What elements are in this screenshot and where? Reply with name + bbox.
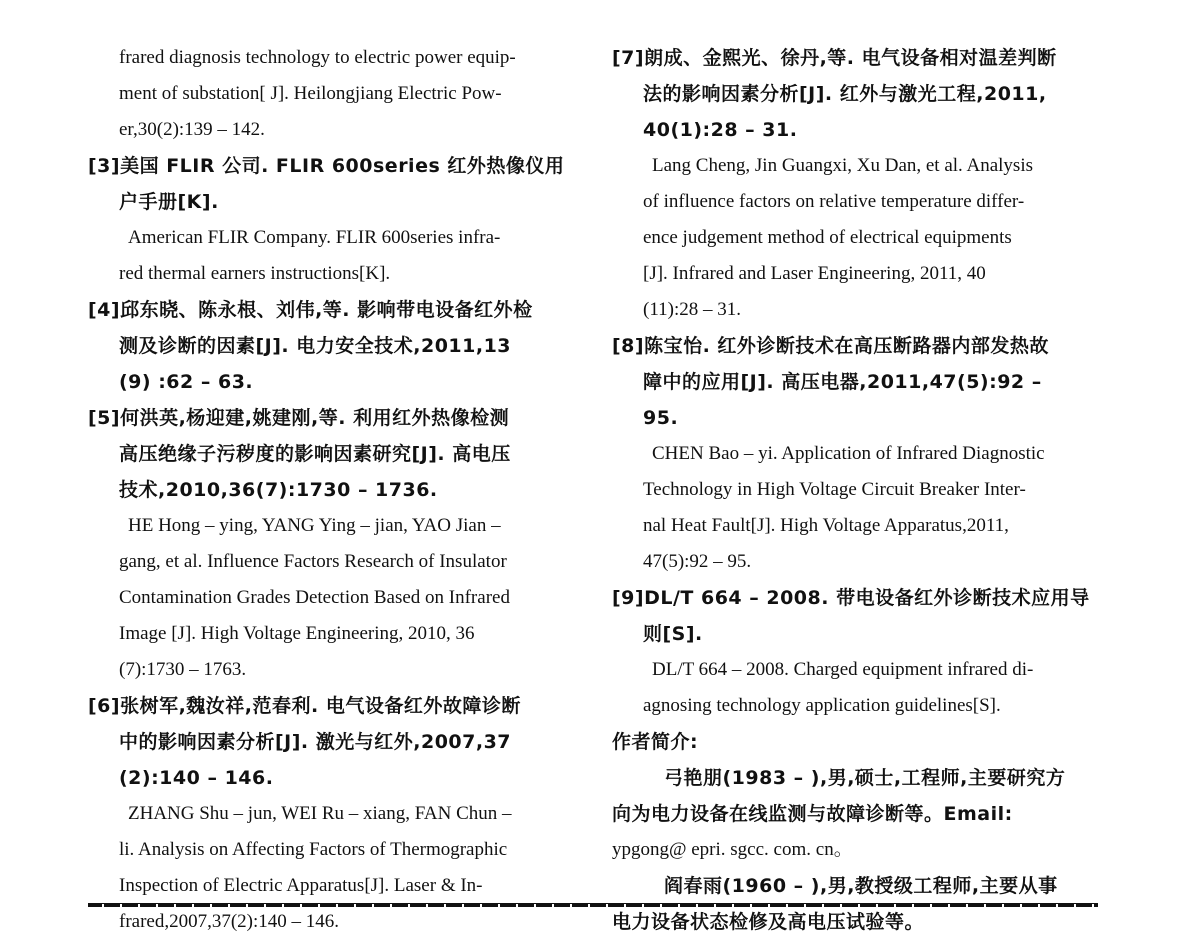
text-line: 障中的应用[J]. 高压电器,2011,47(5):92 –: [643, 371, 1042, 393]
text-line: Technology in High Voltage Circuit Breaker Inter-: [643, 479, 1026, 500]
text-line: (2):140 – 146.: [119, 767, 274, 789]
text-line: [7]朗成、金熙光、徐丹,等. 电气设备相对温差判断: [612, 47, 1057, 69]
text-line: (11):28 – 31.: [643, 299, 741, 320]
text-line: 电力设备状态检修及高电压试验等。: [612, 911, 925, 933]
text-line: DL/T 664 – 2008. Charged equipment infrared di-: [652, 659, 1034, 680]
text-line: 高压绝缘子污秽度的影响因素研究[J]. 高电压: [119, 443, 511, 465]
text-line: li. Analysis on Affecting Factors of Thermographic: [119, 839, 508, 860]
text-line: 弓艳朋(1983 – ),男,硕士,工程师,主要研究方: [664, 767, 1066, 789]
text-line: Image [J]. High Voltage Engineering, 2010, 36: [119, 623, 475, 644]
text-line: CHEN Bao – yi. Application of Infrared Diagnostic: [652, 443, 1045, 464]
text-line: 技术,2010,36(7):1730 – 1736.: [119, 479, 438, 501]
text-line: 作者简介:: [612, 731, 699, 753]
text-line: [3]美国 FLIR 公司. FLIR 600series 红外热像仪用: [88, 155, 565, 177]
text-line: Inspection of Electric Apparatus[J]. Laser & In-: [119, 875, 483, 896]
right-column: [612, 40, 1102, 940]
text-line: 中的影响因素分析[J]. 激光与红外,2007,37: [119, 731, 512, 753]
text-line: [4]邱东晓、陈永根、刘伟,等. 影响带电设备红外检: [88, 299, 533, 321]
text-line: ment of substation[ J]. Heilongjiang Electric Pow-: [119, 83, 502, 104]
text-line: nal Heat Fault[J]. High Voltage Apparatus,2011,: [643, 515, 1009, 536]
text-line: 户手册[K].: [119, 191, 219, 213]
text-line: gang, et al. Influence Factors Research of Insulator: [119, 551, 507, 572]
text-line: Contamination Grades Detection Based on Infrared: [119, 587, 510, 608]
text-line: 47(5):92 – 95.: [643, 551, 752, 572]
text-line: ence judgement method of electrical equipments: [643, 227, 1012, 248]
text-line: frared,2007,37(2):140 – 146.: [119, 911, 340, 932]
text-line: 测及诊断的因素[J]. 电力安全技术,2011,13: [119, 335, 512, 357]
text-line: ypgong@ epri. sgcc. com. cn。: [612, 839, 853, 860]
text-line: HE Hong – ying, YANG Ying – jian, YAO Jian –: [128, 515, 501, 536]
text-line: agnosing technology application guidelines[S].: [643, 695, 1001, 716]
text-line: [9]DL/T 664 – 2008. 带电设备红外诊断技术应用导: [612, 587, 1090, 609]
text-line: 阎春雨(1960 – ),男,教授级工程师,主要从事: [664, 875, 1058, 897]
text-line: 则[S].: [643, 623, 703, 645]
text-line: [8]陈宝怡. 红外诊断技术在高压断路器内部发热故: [612, 335, 1049, 357]
text-line: [J]. Infrared and Laser Engineering, 2011, 40: [643, 263, 986, 284]
text-line: Lang Cheng, Jin Guangxi, Xu Dan, et al. Analysis: [652, 155, 1034, 176]
text-line: [5]何洪英,杨迎建,姚建刚,等. 利用红外热像检测: [88, 407, 510, 429]
text-line: of influence factors on relative temperature differ-: [643, 191, 1025, 212]
text-line: ZHANG Shu – jun, WEI Ru – xiang, FAN Chun –: [128, 803, 512, 824]
text-line: 40(1):28 – 31.: [643, 119, 798, 141]
footer-dashed-rule: [88, 903, 1098, 907]
left-column: [88, 40, 578, 940]
text-line: 95.: [643, 407, 679, 429]
text-line: 法的影响因素分析[J]. 红外与激光工程,2011,: [643, 83, 1047, 105]
text-line: er,30(2):139 – 142.: [119, 119, 265, 140]
text-line: frared diagnosis technology to electric power equip-: [119, 47, 516, 68]
text-line: American FLIR Company. FLIR 600series infra-: [128, 227, 501, 248]
text-line: (9) :62 – 63.: [119, 371, 254, 393]
text-line: (7):1730 – 1763.: [119, 659, 247, 680]
text-line: red thermal earners instructions[K].: [119, 263, 391, 284]
text-line: 向为电力设备在线监测与故障诊断等。Email:: [612, 803, 1013, 825]
text-line: [6]张树军,魏汝祥,范春利. 电气设备红外故障诊断: [88, 695, 521, 717]
